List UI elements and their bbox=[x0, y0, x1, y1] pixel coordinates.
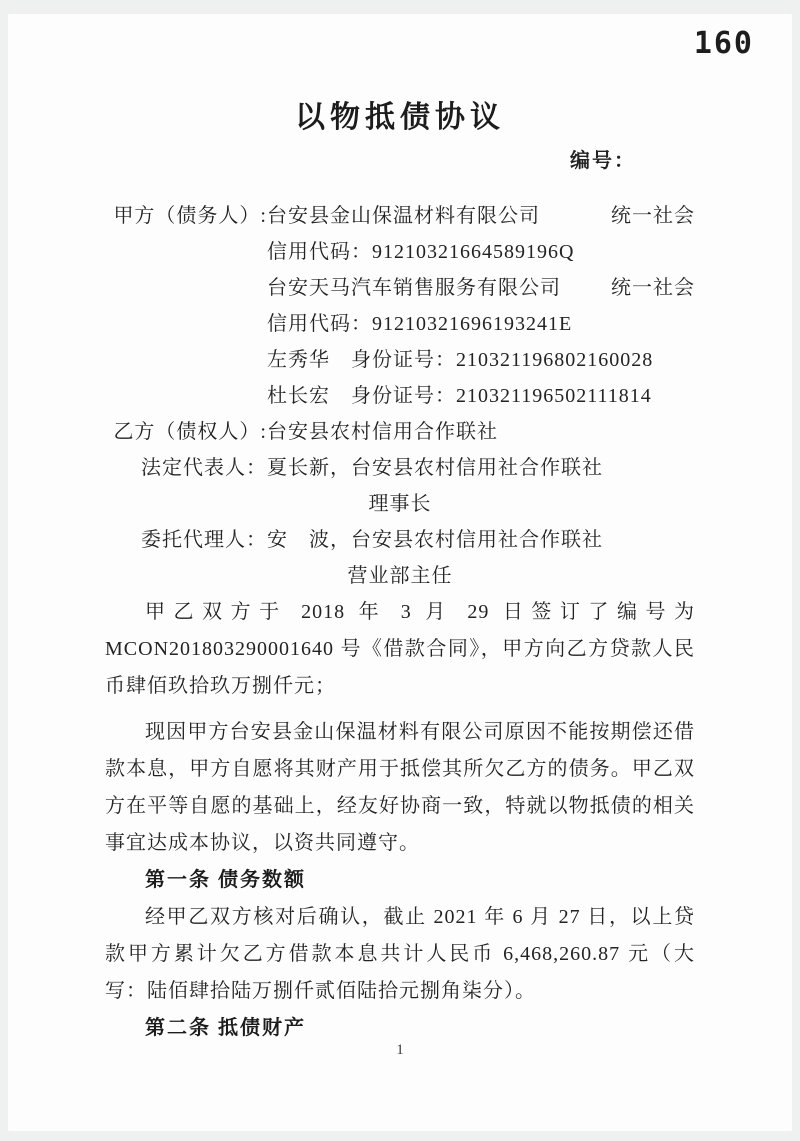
party-label-spacer bbox=[105, 306, 267, 342]
company-name: 台安天马汽车销售服务有限公司 bbox=[267, 277, 561, 299]
archive-page-stamp: 160 bbox=[693, 26, 754, 61]
document-number-label: 编号： bbox=[570, 150, 636, 172]
party-title-line: 理事长 bbox=[368, 493, 432, 515]
party-label-spacer bbox=[105, 342, 267, 378]
credit-code-prefix: 统一社会 bbox=[611, 277, 695, 299]
party-label: 法定代表人： bbox=[141, 457, 267, 479]
paragraph-reason: 现因甲方台安县金山保温材料有限公司原因不能按期偿还借款本息，甲方自愿将其财产用于抵偿其所欠乙方的债务。甲乙双方在平等自愿的基础上，经友好协商一致，特就以物抵债的相关事宜达成本协议，以资共同遵守。 bbox=[105, 721, 695, 854]
paragraph-loan-contract: 甲乙双方于 2018 年 3 月 29 日签订了编号为MCON201803290001640 号《借款合同》，甲方向乙方贷款人民币肆佰玖拾玖万捌仟元； bbox=[105, 601, 695, 697]
party-label: 委托代理人： bbox=[141, 529, 267, 551]
party-row-cont bbox=[105, 234, 695, 270]
party-row-yifang bbox=[105, 414, 695, 450]
party-row-cont bbox=[105, 306, 695, 342]
party-row-cont bbox=[105, 378, 695, 414]
party-title-line: 营业部主任 bbox=[347, 565, 453, 587]
credit-code: 信用代码：91210321664589196Q bbox=[267, 241, 575, 263]
party-value: 夏长新，台安县农村信用社合作联社 bbox=[267, 457, 603, 479]
document-title: 以物抵债协议 bbox=[295, 101, 505, 134]
parties-block bbox=[105, 198, 695, 594]
party-value: 台安县农村信用合作联社 bbox=[267, 421, 498, 443]
party-value: 安 波，台安县农村信用社合作联社 bbox=[267, 529, 603, 551]
paragraph-debt-amount: 经甲乙双方核对后确认，截止 2021 年 6 月 27 日，以上贷款甲方累计欠乙方借款本息共计人民币 6,468,260.87 元（大写：陆佰肆拾陆万捌仟贰佰陆拾元捌角柒分）。 bbox=[105, 906, 695, 1002]
document-body bbox=[105, 594, 695, 1047]
party-row-cont bbox=[105, 342, 695, 378]
person-id-line: 杜长宏 身份证号：210321196502111814 bbox=[267, 385, 652, 407]
party-row-jiafang bbox=[105, 198, 695, 234]
party-label-spacer bbox=[105, 270, 267, 306]
party-row-agent bbox=[105, 522, 695, 558]
party-row-legal-rep bbox=[105, 450, 695, 486]
credit-code-prefix: 统一社会 bbox=[611, 205, 695, 227]
party-label: 乙方（债权人）: bbox=[113, 421, 267, 443]
credit-code: 信用代码：91210321696193241E bbox=[267, 313, 573, 335]
person-id-line: 左秀华 身份证号：210321196802160028 bbox=[267, 349, 654, 371]
company-name: 台安县金山保温材料有限公司 bbox=[267, 205, 540, 227]
party-label-spacer bbox=[105, 234, 267, 270]
document-content bbox=[8, 14, 792, 1047]
footer-page-number: 1 bbox=[396, 1042, 404, 1058]
party-label-spacer bbox=[105, 378, 267, 414]
section-heading-2: 第二条 抵债财产 bbox=[145, 1017, 306, 1039]
party-value bbox=[267, 198, 695, 234]
section-heading-1: 第一条 债务数额 bbox=[145, 869, 306, 891]
scanned-document-page bbox=[8, 14, 792, 1131]
party-label: 甲方（债务人）: bbox=[113, 205, 267, 227]
party-row-cont bbox=[105, 270, 695, 306]
party-value bbox=[267, 270, 695, 306]
